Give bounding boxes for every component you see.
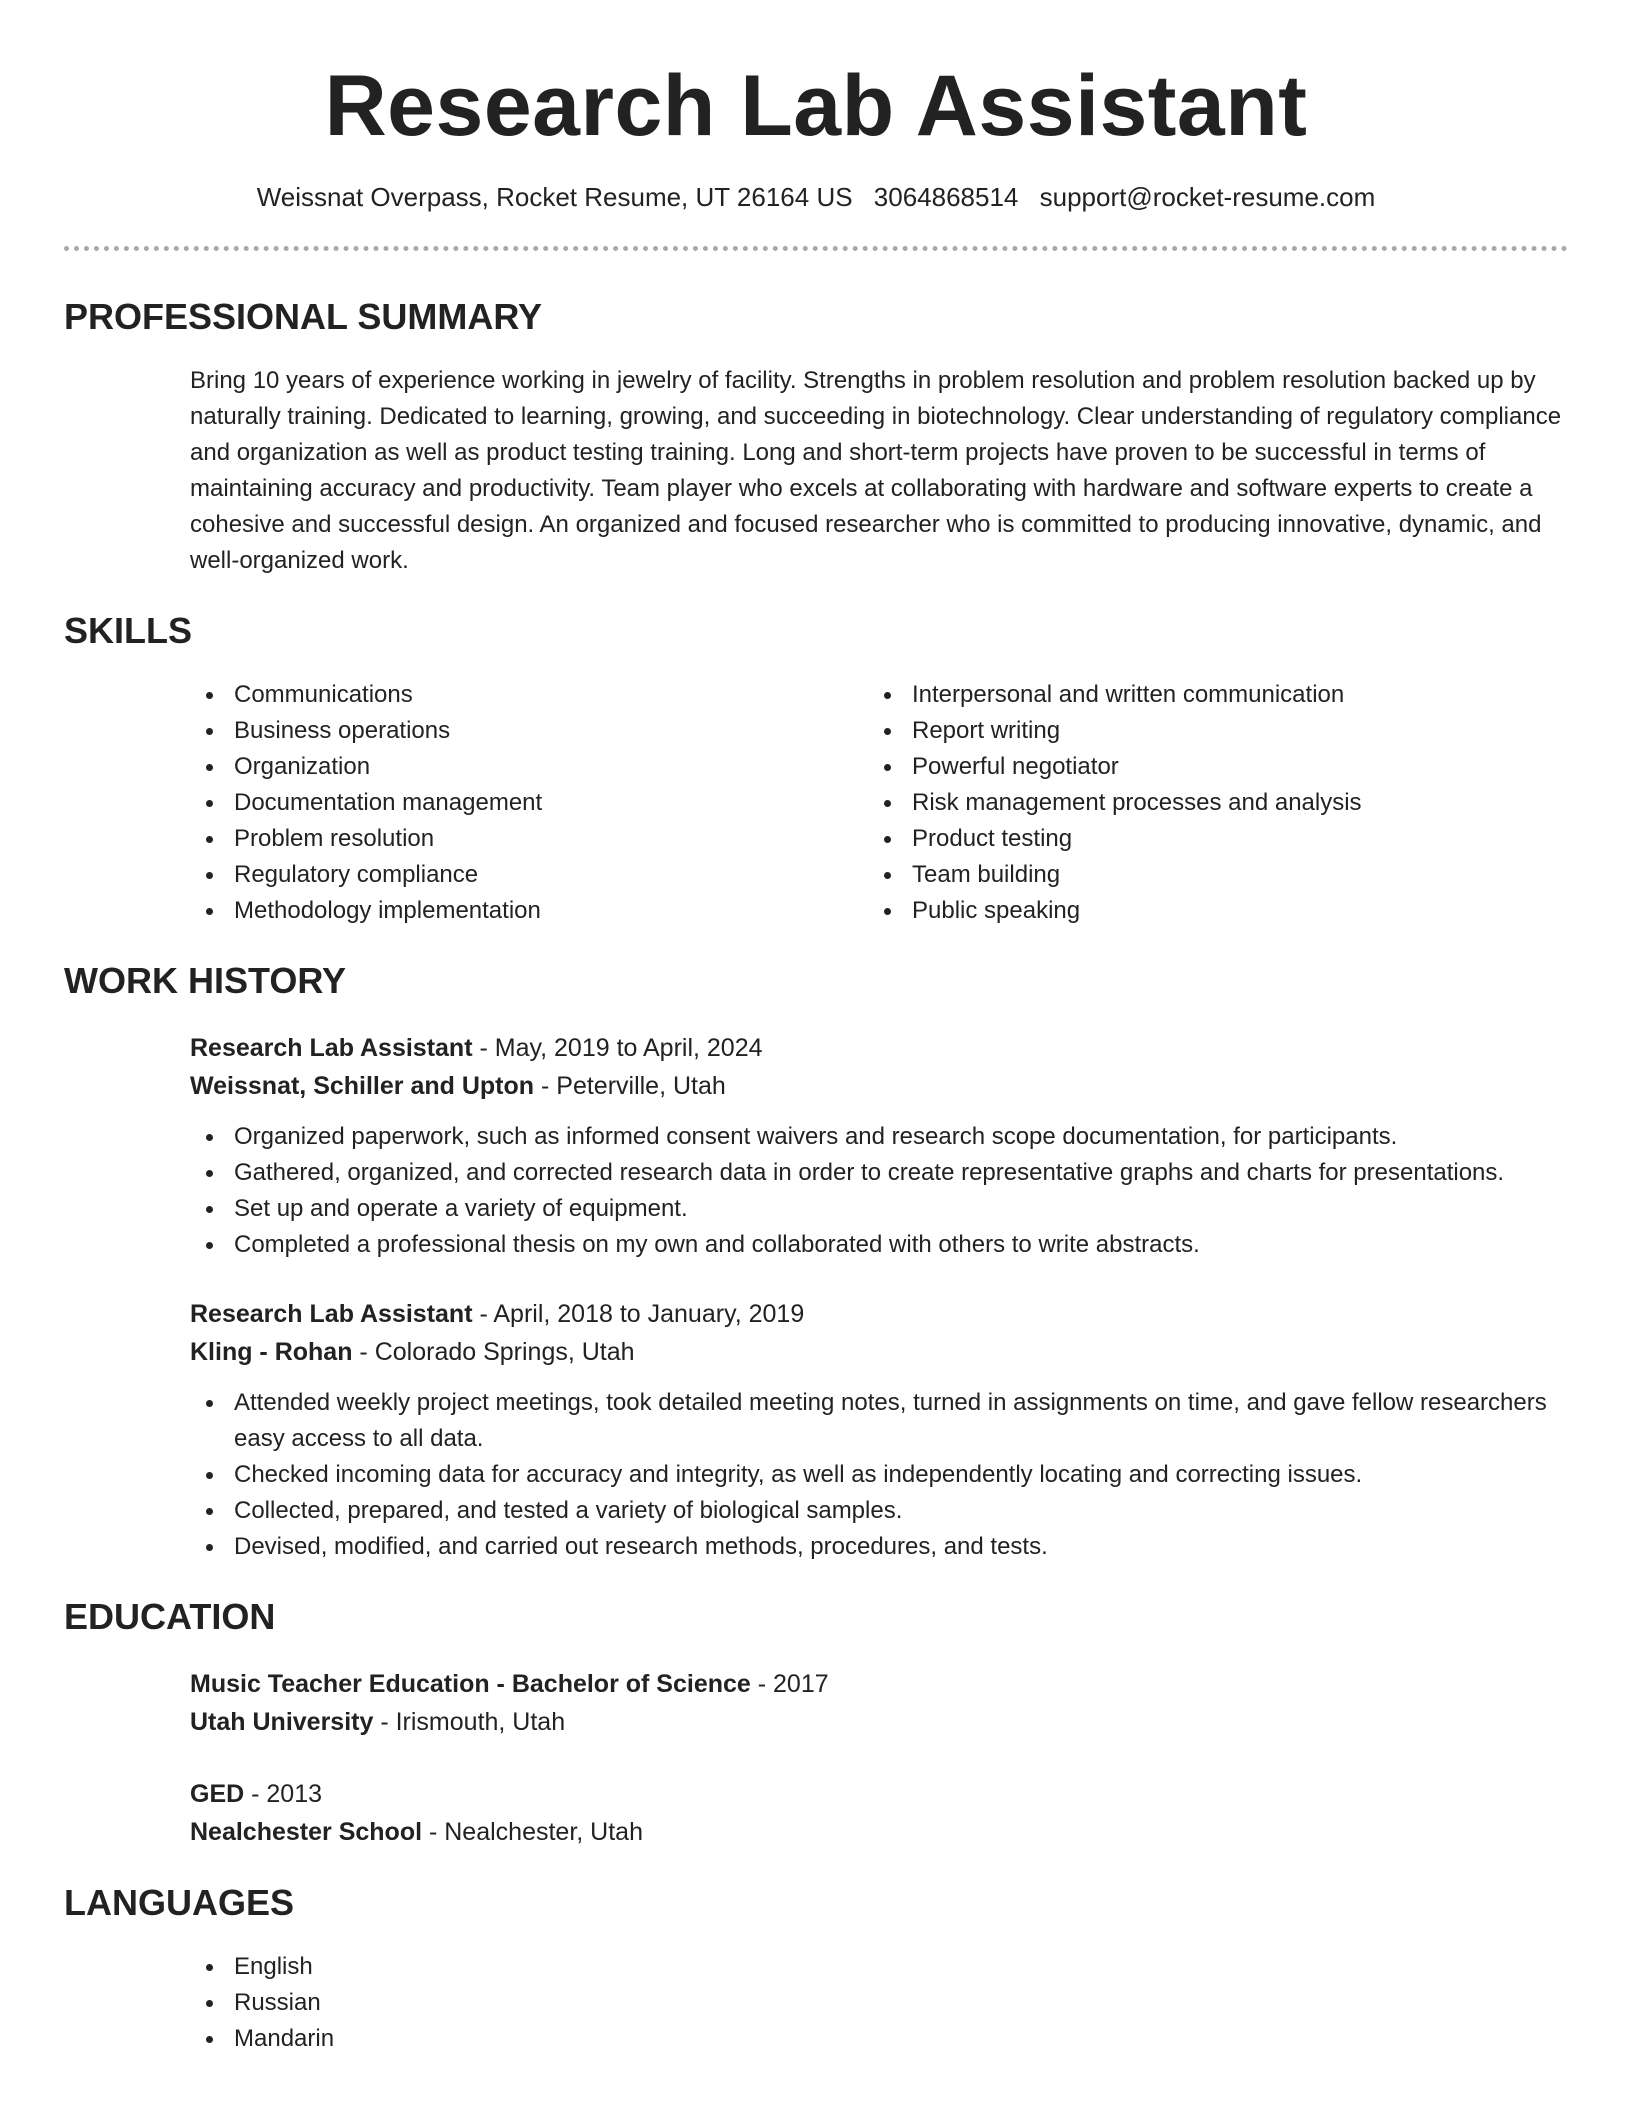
work-company: Kling - Rohan — [190, 1338, 353, 1366]
work-role-line — [190, 1029, 1568, 1067]
work-company-line — [190, 1067, 1568, 1105]
work-location: - Peterville, Utah — [534, 1072, 726, 1100]
section-title-skills: SKILLS — [64, 610, 193, 651]
summary-text: Bring 10 years of experience working in jewelry of facility. Strengths in problem resolution and problem resolution backed up by naturally training. Dedicated to learning, growing, and succeeding in biotechnology. Clear understanding of regulatory compliance and organization as well as product testing training. Long and short-term projects have proven to be successful in terms of maintaining accuracy and productivity. Team player who excels at collaborating with hardware and software experts to create a cohesive and successful design. An organized and focused researcher who is committed to producing innovative, dynamic, and well-organized work. — [190, 367, 1562, 574]
contact-email: support@rocket-resume.com — [1039, 182, 1376, 212]
resume-name: Research Lab Assistant — [324, 58, 1308, 154]
work-role: Research Lab Assistant — [190, 1034, 473, 1062]
education-degree-line — [190, 1665, 1568, 1703]
education-school-line — [190, 1703, 1568, 1741]
skill-item: Problem resolution — [190, 821, 868, 857]
work-dates: - April, 2018 to January, 2019 — [472, 1300, 805, 1328]
section-skills — [64, 609, 1568, 929]
education-school: Nealchester School — [190, 1818, 423, 1846]
skill-item: Regulatory compliance — [190, 857, 868, 893]
section-languages — [64, 1881, 1568, 2057]
education-year: - 2013 — [244, 1780, 323, 1808]
work-bullet: Attended weekly project meetings, took detailed meeting notes, turned in assignments on time, and gave fellow researchers easy access to all data. — [190, 1385, 1568, 1457]
contact-address: Weissnat Overpass, Rocket Resume, UT 26164 US — [256, 182, 853, 212]
education-school: Utah University — [190, 1708, 374, 1736]
work-company-line — [190, 1333, 1568, 1371]
section-work-history — [64, 959, 1568, 1565]
skill-item: Risk management processes and analysis — [868, 785, 1546, 821]
work-bullet: Set up and operate a variety of equipment. — [190, 1191, 1568, 1227]
header-divider — [64, 246, 1568, 251]
contact-line — [64, 180, 1568, 214]
work-dates: - May, 2019 to April, 2024 — [472, 1034, 763, 1062]
skill-item: Product testing — [868, 821, 1546, 857]
work-company: Weissnat, Schiller and Upton — [190, 1072, 535, 1100]
skills-columns — [190, 677, 1568, 929]
language-item: Mandarin — [190, 2021, 1568, 2057]
skill-item: Communications — [190, 677, 868, 713]
work-entry — [190, 1295, 1568, 1565]
skill-item: Documentation management — [190, 785, 868, 821]
language-item: English — [190, 1949, 1568, 1985]
section-summary — [64, 295, 1568, 579]
skill-item: Report writing — [868, 713, 1546, 749]
work-bullet: Collected, prepared, and tested a variety of biological samples. — [190, 1493, 1568, 1529]
education-year: - 2017 — [750, 1670, 829, 1698]
work-role: Research Lab Assistant — [190, 1300, 473, 1328]
skill-item: Organization — [190, 749, 868, 785]
work-bullet: Devised, modified, and carried out research methods, procedures, and tests. — [190, 1529, 1568, 1565]
section-title-summary: PROFESSIONAL SUMMARY — [64, 296, 543, 337]
education-location: - Nealchester, Utah — [422, 1818, 643, 1846]
skill-item: Business operations — [190, 713, 868, 749]
education-location: - Irismouth, Utah — [373, 1708, 566, 1736]
education-entry — [190, 1775, 1568, 1851]
skills-column-right — [868, 677, 1546, 929]
education-degree-line — [190, 1775, 1568, 1813]
education-school-line — [190, 1813, 1568, 1851]
contact-phone: 3064868514 — [873, 182, 1019, 212]
skills-column-left — [190, 677, 868, 929]
section-title-languages: LANGUAGES — [64, 1882, 295, 1923]
languages-list — [190, 1949, 1568, 2057]
work-bullet: Gathered, organized, and corrected research data in order to create representative graphs and charts for presentations. — [190, 1155, 1568, 1191]
work-bullet: Checked incoming data for accuracy and integrity, as well as independently locating and correcting issues. — [190, 1457, 1568, 1493]
education-entry — [190, 1665, 1568, 1741]
work-bullet: Organized paperwork, such as informed consent waivers and research scope documentation, for participants. — [190, 1119, 1568, 1155]
work-bullets — [190, 1119, 1568, 1263]
section-title-work: WORK HISTORY — [64, 960, 347, 1001]
skill-item: Public speaking — [868, 893, 1546, 929]
skill-item: Powerful negotiator — [868, 749, 1546, 785]
work-role-line — [190, 1295, 1568, 1333]
work-location: - Colorado Springs, Utah — [352, 1338, 635, 1366]
work-entry — [190, 1029, 1568, 1263]
work-bullet: Completed a professional thesis on my own and collaborated with others to write abstracts. — [190, 1227, 1568, 1263]
section-title-education: EDUCATION — [64, 1596, 276, 1637]
work-bullets — [190, 1385, 1568, 1565]
education-degree: Music Teacher Education - Bachelor of Science — [190, 1670, 751, 1698]
section-education — [64, 1595, 1568, 1851]
skill-item: Team building — [868, 857, 1546, 893]
language-item: Russian — [190, 1985, 1568, 2021]
skill-item: Interpersonal and written communication — [868, 677, 1546, 713]
skill-item: Methodology implementation — [190, 893, 868, 929]
education-degree: GED — [190, 1780, 245, 1808]
